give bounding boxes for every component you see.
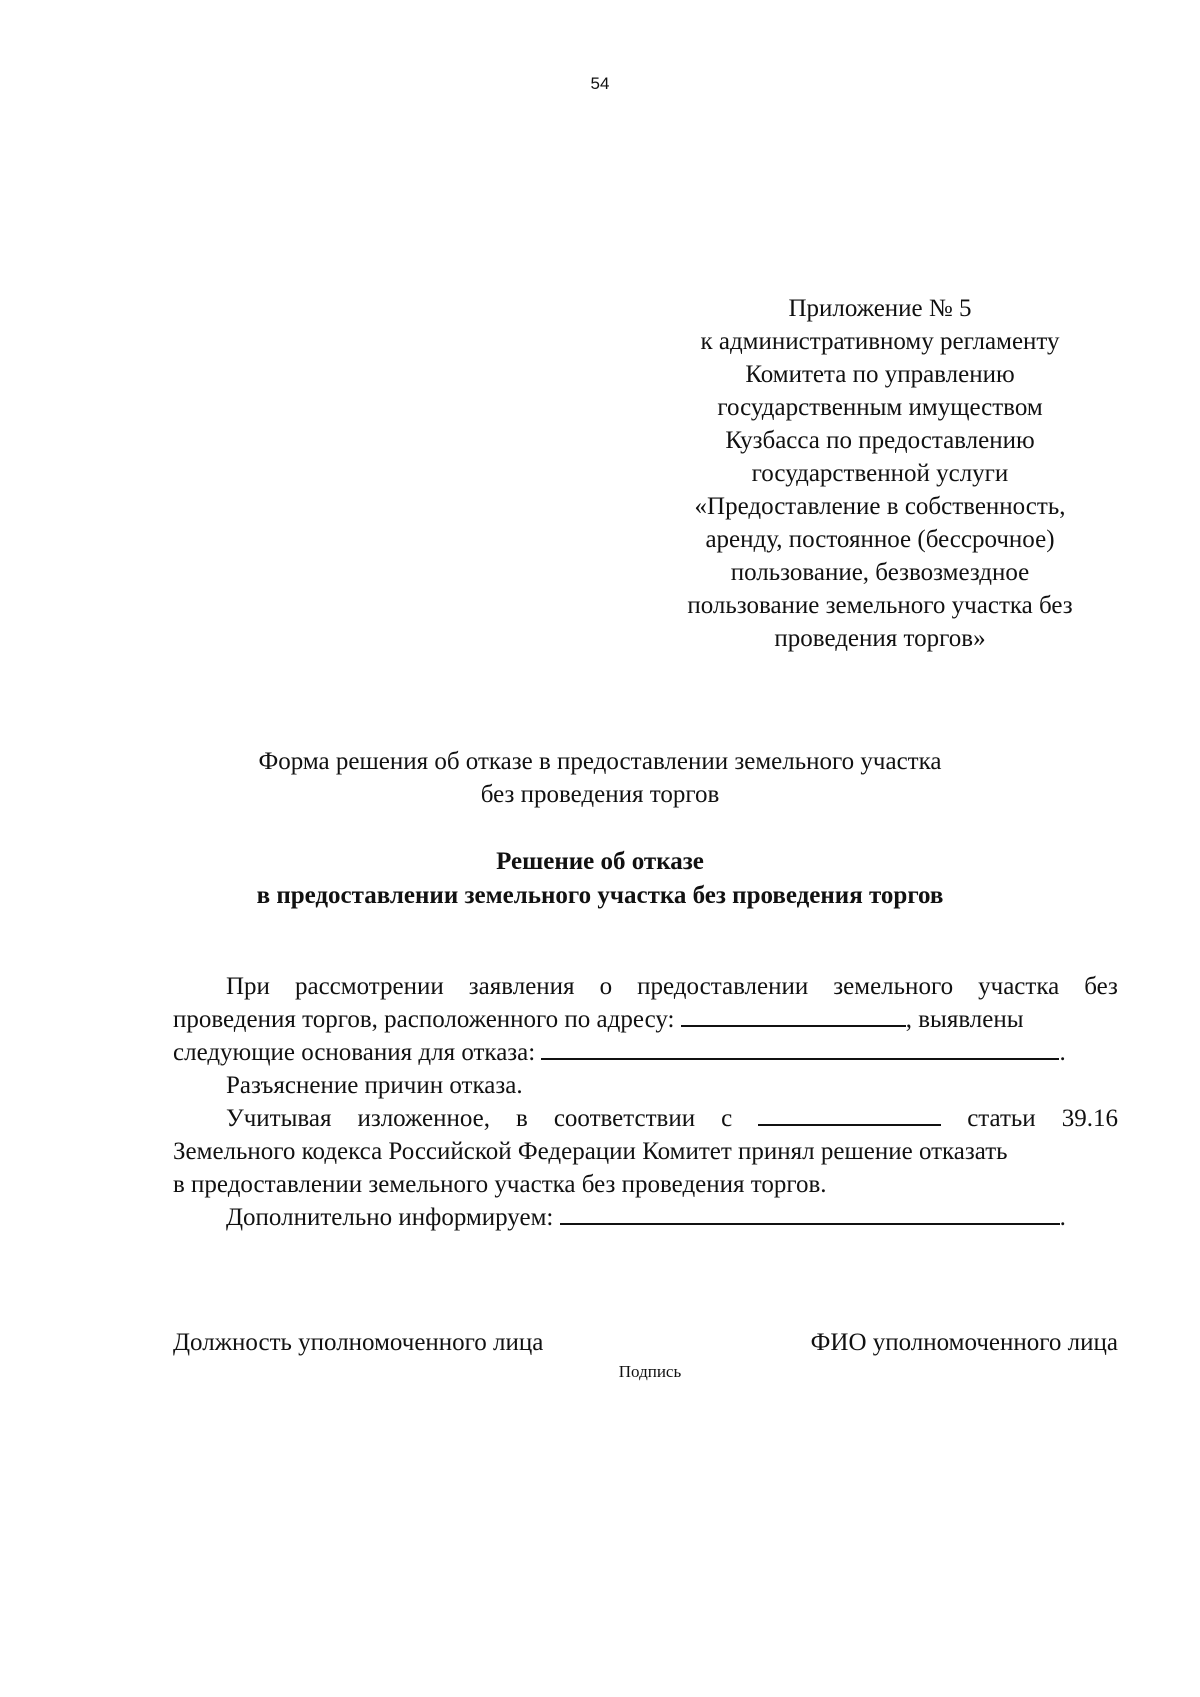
decision-title-line: в предоставлении земельного участка без проведения торгов [256, 882, 944, 909]
word: Учитывая [226, 1105, 332, 1132]
appendix-line: пользование земельного участка без [687, 592, 1073, 619]
address-label: проведения торгов, расположенного по адресу: [173, 1006, 675, 1033]
grounds-label: следующие основания для отказа: [173, 1039, 536, 1066]
body-line [173, 1135, 1118, 1168]
word: статьи [967, 1105, 1036, 1132]
article-blank-field[interactable] [758, 1102, 941, 1126]
body-line [173, 1003, 1118, 1036]
body-line [173, 1102, 1118, 1135]
appendix-line: Приложение № 5 [788, 295, 972, 322]
body-line [173, 970, 1118, 1003]
form-caption [160, 745, 1040, 811]
form-caption-line: Форма решения об отказе в предоставлении земельного участка [258, 748, 942, 775]
appendix-line: государственным имуществом [717, 394, 1043, 421]
text: в предоставлении земельного участка без проведения торгов. [173, 1171, 827, 1198]
additional-info-blank-field[interactable] [560, 1201, 1060, 1225]
body-line [173, 1168, 1118, 1201]
word: 39.16 [1061, 1105, 1118, 1132]
word: заявления [468, 973, 575, 1000]
word: участка [978, 973, 1060, 1000]
appendix-line: Комитета по управлению [745, 361, 1015, 388]
word: в [516, 1105, 528, 1132]
word: рассмотрении [294, 973, 444, 1000]
body-line [173, 1036, 1118, 1069]
word: При [226, 973, 270, 1000]
appendix-line: аренду, постоянное (бессрочное) [705, 526, 1055, 553]
text: Земельного кодекса Российской Федерации Комитет принял решение отказать [173, 1138, 1008, 1165]
position-label: Должность уполномоченного лица [173, 1329, 544, 1356]
appendix-line: пользование, безвозмездное [730, 559, 1030, 586]
form-caption-line: без проведения торгов [480, 781, 720, 808]
appendix-line: к административному регламенту [700, 328, 1060, 355]
signature-caption: Подпись [618, 1362, 682, 1381]
appendix-header [640, 292, 1120, 655]
explanation-text: Разъяснение причин отказа. [226, 1072, 523, 1099]
appendix-line: «Предоставление в собственность, [694, 493, 1066, 520]
name-label: ФИО уполномоченного лица [810, 1329, 1118, 1356]
word: о [599, 973, 613, 1000]
word: предоставлении [637, 973, 809, 1000]
word: земельного [833, 973, 954, 1000]
text: , выявлены [905, 1006, 1024, 1033]
appendix-line: проведения торгов» [774, 625, 986, 652]
decision-title [160, 845, 1040, 913]
text: . [1059, 1039, 1066, 1066]
address-blank-field[interactable] [681, 1003, 906, 1027]
decision-title-line: Решение об отказе [496, 848, 704, 875]
appendix-line: Кузбасса по предоставлению [725, 427, 1035, 454]
body-line [173, 1069, 1118, 1102]
text: . [1059, 1204, 1066, 1231]
word: соответствии [553, 1105, 696, 1132]
decision-body [173, 970, 1118, 1234]
word: изложенное, [357, 1105, 491, 1132]
additional-info-label: Дополнительно информируем: [226, 1204, 554, 1231]
page-number: 54 [590, 74, 610, 93]
word: с [721, 1105, 733, 1132]
grounds-blank-field[interactable] [541, 1036, 1059, 1060]
appendix-line: государственной услуги [751, 460, 1009, 487]
word: без [1084, 973, 1118, 1000]
body-line [173, 1201, 1118, 1234]
